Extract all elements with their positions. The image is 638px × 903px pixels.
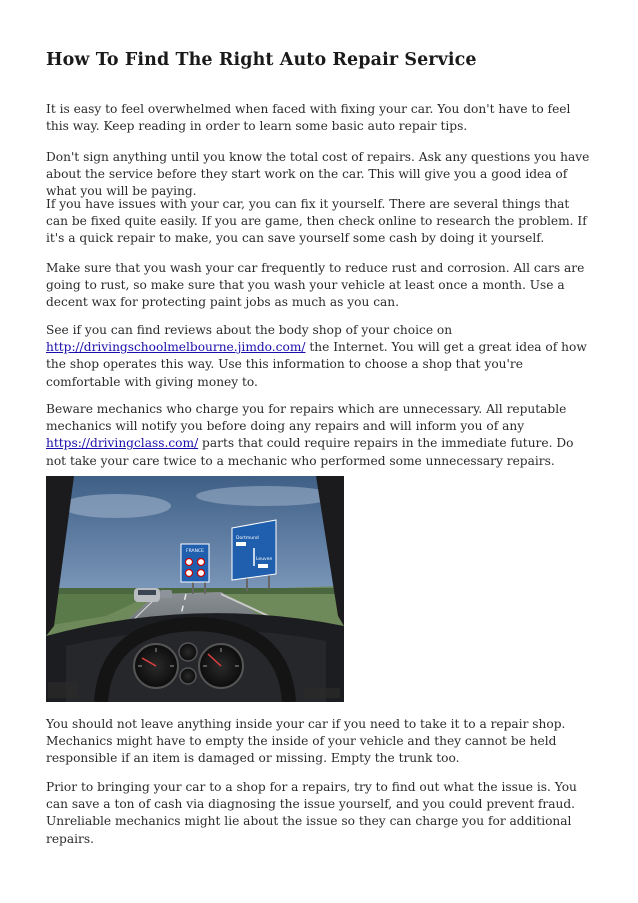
paragraph-fix-yourself: If you have issues with your car, you can fix it yourself. There are several things that can be fixed quite easily. If you are game, then check online to research the problem. If it's a quick repair to make, you can save yourself some cash by doing it yourself. [46,197,587,246]
paragraph-reviews [46,322,594,391]
paragraph-text: the Internet. You will get a great idea of how the shop operates this way. Use this information to choose a shop that you're comfortable with giving money to. [46,340,587,389]
paragraph-text: Beware mechanics who charge you for repairs which are unnecessary. All reputable mechanics will notify you before doing any repairs and will inform you of any [46,402,567,434]
paragraph-intro: It is easy to feel overwhelmed when faced with fixing your car. You don't have to feel this way. Keep reading in order to learn some basic auto repair tips. [46,102,571,134]
sign-left-label: FRANCE [186,549,204,554]
paragraph-wash: Make sure that you wash your car frequently to reduce rust and corrosion. All cars are going to rust, so make sure that you wash your vehicle at least once a month. Use a decent wax for protecting paint jobs as much as you can. [46,261,585,310]
paragraph-mechanics [46,401,594,470]
sign-right-bottom-label: Leuven [256,557,273,562]
paragraph-diagnose: Prior to bringing your car to a shop for a repairs, try to find out what the issue is. You can save a ton of cash via diagnosing the issue yourself, and you could prevent fraud. Unreliable mechanics might lie about the issue so they can charge you for additional repairs. [46,780,577,846]
sign-right-top-label: Dortmund [236,536,259,541]
driving-simulator-image [46,476,344,702]
parts-link[interactable]: https://drivingclass.com/ [46,436,199,451]
reviews-link[interactable]: http://drivingschoolmelbourne.jimdo.com/ [46,340,306,355]
paragraph-cost: Don't sign anything until you know the total cost of repairs. Ask any questions you have about the service before they start work on the car. This will give you a good idea of what you will be paying. [46,150,590,199]
page-title: How To Find The Right Auto Repair Service [46,50,477,70]
paragraph-text: parts that could require repairs in the immediate future. Do not take your care twice to a mechanic who performed some unnecessary repairs. [46,436,574,468]
paragraph-empty-car: You should not leave anything inside your car if you need to take it to a repair shop. Mechanics might have to empty the inside of your vehicle and they cannot be held responsible if an item is damaged or missing. Empty the trunk too. [46,717,566,766]
paragraph-text: See if you can find reviews about the body shop of your choice on [46,323,453,337]
dashboard-scene [46,476,344,702]
